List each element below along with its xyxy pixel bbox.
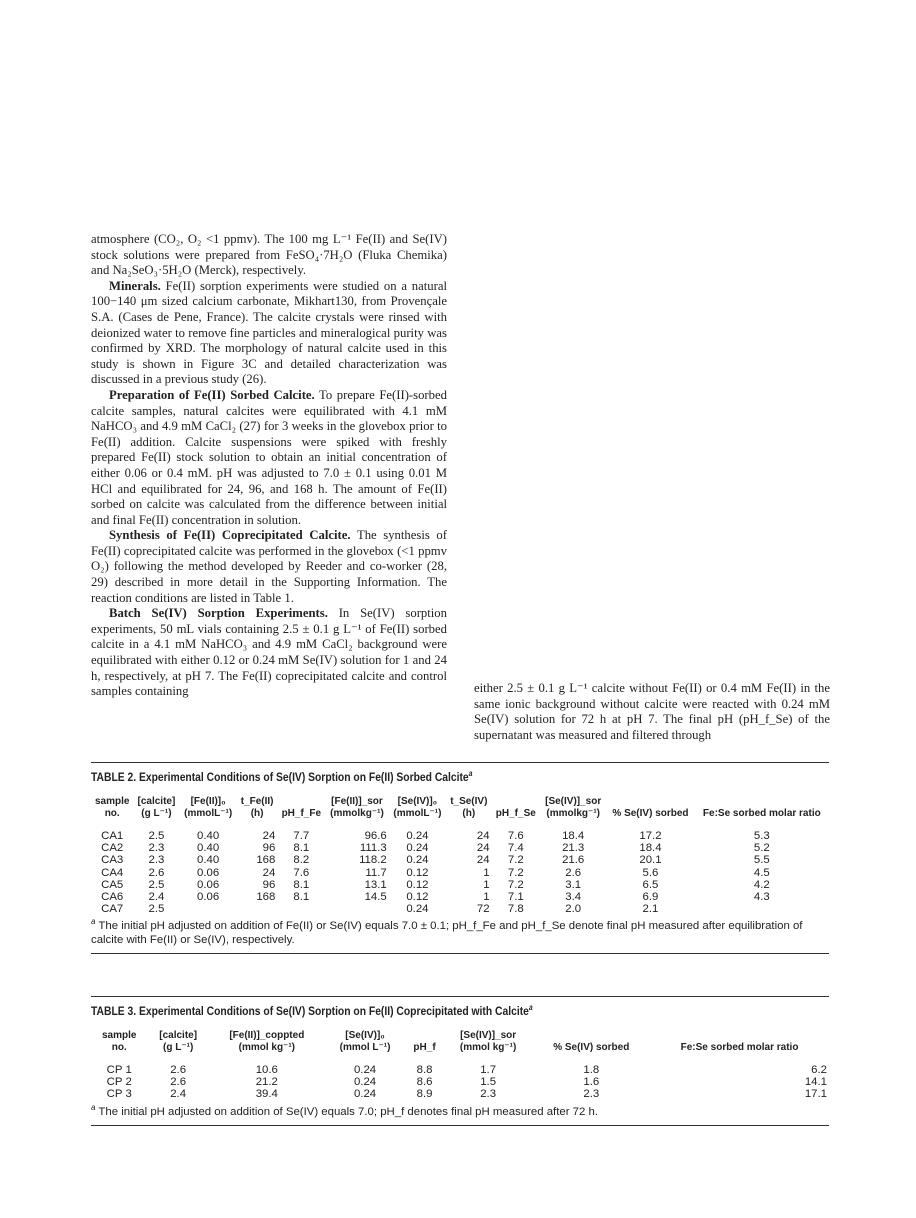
table-row xyxy=(91,854,829,866)
table-cell: 3.4 xyxy=(565,891,582,904)
t2-col-phfe xyxy=(277,796,325,808)
right-text-column xyxy=(474,681,830,743)
table-cell: 20.1 xyxy=(639,854,662,867)
table-cell: 2.3 xyxy=(480,1088,497,1101)
table-cell: 2.6 xyxy=(565,866,582,879)
table-cell: 2.5 xyxy=(148,830,165,842)
table-cell: 7.2 xyxy=(507,854,524,867)
table-cell: 118.2 xyxy=(359,854,387,867)
table-cell: 14.1 xyxy=(804,1076,827,1089)
table-cell: 168 xyxy=(256,854,276,867)
table-cell: 2.1 xyxy=(642,903,659,916)
table-cell: 0.24 xyxy=(406,854,429,867)
t2-col-fesor: [Fe(II)]_sor xyxy=(331,796,383,807)
paragraph-batch xyxy=(91,606,447,700)
table-row xyxy=(91,1088,829,1100)
table-cell: 7.8 xyxy=(507,903,524,916)
table-cell: 2.6 xyxy=(170,1076,187,1089)
table-cell: 6.2 xyxy=(811,1064,827,1076)
table-row xyxy=(91,879,829,891)
paragraph-synthesis xyxy=(91,528,447,606)
table-cell: 7.6 xyxy=(293,866,310,879)
table-cell: 18.4 xyxy=(562,830,585,842)
table-cell: 11.7 xyxy=(365,866,387,879)
table-cell xyxy=(277,903,325,915)
heading-preparation: Preparation of Fe(II) Sorbed Calcite. xyxy=(109,387,315,402)
table-cell: 5.2 xyxy=(753,842,770,855)
table-cell: CA7 xyxy=(101,903,124,916)
t2-col-phse xyxy=(492,796,541,808)
table-cell: 10.6 xyxy=(255,1064,278,1076)
table-cell: 5.5 xyxy=(753,854,770,867)
table-cell: 0.06 xyxy=(197,878,220,891)
table-2-title: TABLE 2. Experimental Conditions of Se(IV) Sorption on Fe(II) Sorbed Calcite$^a$ xyxy=(91,769,473,784)
table-cell: 2.5 xyxy=(148,878,165,891)
table-cell: 0.24 xyxy=(406,903,429,916)
table-cell: 5.6 xyxy=(642,866,659,879)
t2-col-pct xyxy=(606,796,694,808)
table-cell: 2.3 xyxy=(583,1088,600,1101)
table-cell: 8.1 xyxy=(293,878,310,891)
table-3 xyxy=(91,996,829,1126)
heading-synthesis: Synthesis of Fe(II) Coprecipitated Calcite. xyxy=(109,528,351,543)
t2-col-sample: sample xyxy=(94,796,130,807)
table-cell: 0.24 xyxy=(353,1088,377,1101)
table-cell: 1.8 xyxy=(583,1064,600,1076)
table-cell: 24 xyxy=(476,830,490,842)
table-3-header-row-2: no. (g L⁻¹) (mmol kg⁻¹) (mmol L⁻¹) pH_f (mmol kg⁻¹) % Se(IV) sorbed Fe:Se sorbed molar ratio xyxy=(111,1042,799,1053)
table-2-footnote: $^a$ The initial pH adjusted on addition of Fe(II) or Se(IV) equals 7.0 ± 0.1; pH_f_Fe and pH_f_Se denote final pH measured after equilibration of calcite with Fe(II) or Se(IV), respectively. xyxy=(91,917,803,947)
table-cell: CA5 xyxy=(101,878,124,891)
table-cell xyxy=(695,903,829,915)
t2-col-tse: t_Se(IV) xyxy=(450,796,488,807)
table-cell: 96 xyxy=(262,842,276,855)
paragraph-atmosphere: atmosphere (CO₂, O₂ <1 ppmv). The 100 mg L⁻¹ Fe(II) and Se(IV) stock solutions were prepared from FeSO₄·7H₂O (Fluka Chemika) and Na₂SeO₃·5H₂O (Merck), respectively. xyxy=(91,232,447,278)
table-cell xyxy=(325,903,389,915)
t2-col-fe0: [Fe(II)]₀ xyxy=(190,796,226,807)
table-cell: 39.4 xyxy=(255,1088,278,1101)
table-cell: 0.24 xyxy=(353,1064,377,1076)
table-row xyxy=(91,1076,829,1088)
table-cell: CA3 xyxy=(101,854,124,867)
table-cell: 2.6 xyxy=(170,1064,187,1076)
t2-col-tfe: t_Fe(II) xyxy=(240,796,274,807)
table-cell: 6.9 xyxy=(642,891,659,904)
table-cell: 5.3 xyxy=(753,830,770,842)
preparation-body: To prepare Fe(II)-sorbed calcite samples, natural calcites were equilibrated with 4.1 mM NaHCO₃ and 4.9 mM CaCl₂ (27) for 3 weeks in the glovebox prior to Fe(II) addition. Calcite suspensions were spiked with freshly prepared Fe(II) stock solution to obtain an initial concentration of either 0.06 or 0.4 mM. pH was adjusted to 7.0 ± 0.1 using 0.01 M HCl and equilibrated for 24, 96, and 168 h. The amount of Fe(II) sorbed on calcite was calculated from the difference between initial and final Fe(II) concentration in solution. xyxy=(91,387,447,527)
table-cell: 2.0 xyxy=(565,903,582,916)
table-cell: 96 xyxy=(262,878,276,891)
table-2-top-rule xyxy=(91,762,829,763)
left-text-column xyxy=(91,232,447,700)
table-cell: 72 xyxy=(476,903,490,916)
table-cell: 0.40 xyxy=(197,842,220,855)
table-cell: 1 xyxy=(483,866,490,879)
paragraph-preparation xyxy=(91,388,447,528)
table-cell: 7.6 xyxy=(507,830,524,842)
table-cell: 4.3 xyxy=(753,891,770,904)
table-3-top-rule xyxy=(91,996,829,997)
synthesis-body: The synthesis of Fe(II) coprecipitated calcite was performed in the glovebox (<1 ppmv O₂) following the method developed by Reeder and co-worker (28, 29) described in more detail in the Supporting Information. The reaction conditions are listed in Table 1. xyxy=(91,528,447,605)
table-cell: 24 xyxy=(476,842,490,855)
table-cell: 1.7 xyxy=(480,1064,497,1076)
table-cell: 13.1 xyxy=(364,878,387,891)
table-row xyxy=(91,867,829,879)
table-cell: 2.5 xyxy=(148,903,165,916)
table-cell: 8.8 xyxy=(416,1064,433,1076)
table-2-header-row-1 xyxy=(91,796,829,808)
table-cell: 4.5 xyxy=(753,866,770,879)
table-cell: 2.3 xyxy=(148,854,165,867)
table-cell: 7.7 xyxy=(293,830,310,842)
table-cell: 0.24 xyxy=(353,1076,377,1089)
table-2-body xyxy=(91,825,829,915)
paragraph-minerals xyxy=(91,279,447,388)
table-row xyxy=(91,842,829,854)
table-cell: CP 3 xyxy=(106,1088,132,1101)
table-cell: 24 xyxy=(476,854,490,867)
table-cell: 0.24 xyxy=(406,830,429,842)
table-cell: 8.1 xyxy=(293,842,310,855)
table-cell: 7.2 xyxy=(507,878,524,891)
table-row xyxy=(91,903,829,915)
table-3-title: TABLE 3. Experimental Conditions of Se(IV) Sorption on Fe(II) Coprecipitated with Calcite$^a$ xyxy=(91,1003,533,1018)
table-cell: 21.3 xyxy=(562,842,585,855)
table-cell: 4.2 xyxy=(753,878,770,891)
table-cell: CA2 xyxy=(101,842,124,855)
table-cell: 8.9 xyxy=(416,1088,433,1101)
table-cell: 1.5 xyxy=(480,1076,497,1089)
table-cell xyxy=(237,903,278,915)
heading-minerals: Minerals. xyxy=(109,278,161,293)
table-cell: 2.4 xyxy=(148,891,165,904)
table-cell: 21.6 xyxy=(562,854,585,867)
table-cell: CA4 xyxy=(101,866,124,879)
table-cell: 8.6 xyxy=(416,1076,433,1089)
table-cell: 2.6 xyxy=(148,866,165,879)
table-cell: 17.1 xyxy=(804,1088,827,1101)
table-cell: 18.4 xyxy=(639,842,662,855)
table-cell: 0.12 xyxy=(406,878,429,891)
table-2 xyxy=(91,762,829,954)
t2-col-ratio xyxy=(695,796,829,808)
table-cell: 0.40 xyxy=(197,854,220,867)
table-cell: 0.24 xyxy=(406,842,429,855)
table-cell: 2.3 xyxy=(148,842,165,855)
table-cell: 6.5 xyxy=(642,878,659,891)
table-3-footnote: $^a$ The initial pH adjusted on addition of Se(IV) equals 7.0; pH_f denotes final pH measured after 72 h. xyxy=(91,1102,599,1118)
table-cell: 111.3 xyxy=(359,842,387,855)
minerals-body: Fe(II) sorption experiments were studied on a natural 100−140 μm sized calcium carbonate, Mikhart130, from Provençale S.A. (Cases de Pene, France). The calcite crystals were rinsed with deionized water to remove fine particles and mineralogical purity was confirmed by XRD. The morphology of natural calcite used in this study is shown in Figure 3C and detailed characterization was discussed in a previous study (26). xyxy=(91,278,448,387)
t2-col-sesor: [Se(IV)]_sor xyxy=(545,796,602,807)
table-2-bottom-rule xyxy=(91,953,829,954)
heading-batch: Batch Se(IV) Sorption Experiments. xyxy=(109,606,328,621)
table-cell xyxy=(179,903,236,915)
table-row xyxy=(91,891,829,903)
table-2-header-row-2: no. (g L⁻¹) (mmolL⁻¹) (h) pH_f_Fe (mmolkg⁻¹) (mmolL⁻¹) (h) pH_f_Se (mmolkg⁻¹) % Se(IV) sorbed Fe:Se sorbed molar ratio xyxy=(104,808,821,819)
table-cell: 3.1 xyxy=(565,878,582,891)
table-cell: 1.6 xyxy=(583,1076,600,1089)
table-cell: 7.4 xyxy=(507,842,524,855)
table-cell: 17.2 xyxy=(639,830,662,842)
table-cell: 168 xyxy=(256,891,276,904)
table-row xyxy=(91,1059,829,1076)
table-cell: 7.1 xyxy=(507,891,524,904)
table-cell: 7.2 xyxy=(507,866,524,879)
table-cell: 8.1 xyxy=(293,891,310,904)
table-3-bottom-rule xyxy=(91,1125,829,1126)
batch-body: In Se(IV) sorption experiments, 50 mL vials containing 2.5 ± 0.1 g L⁻¹ of Fe(II) sorbed calcite in a 4.1 mM NaHCO₃ and 4.9 mM CaCl₂ background were equilibrated with either 0.12 or 0.24 mM Se(IV) solution for 1 and 24 h, respectively, at pH 7. The Fe(II) coprecipitated calcite and control samples containing xyxy=(91,606,447,699)
table-cell: 2.4 xyxy=(170,1088,187,1101)
table-cell: 1 xyxy=(483,891,490,904)
table-cell: 0.06 xyxy=(197,866,220,879)
table-cell: 0.12 xyxy=(406,866,429,879)
table-cell: 21.2 xyxy=(255,1076,278,1089)
table-cell: 1 xyxy=(483,878,490,891)
table-3-header-row-1: sample [calcite] [Fe(II)]_coppted [Se(IV)]₀ [Se(IV)]_sor xyxy=(102,1030,517,1041)
table-cell: CA6 xyxy=(101,891,124,904)
table-row xyxy=(91,825,829,842)
t2-col-se0: [Se(IV)]₀ xyxy=(397,796,438,807)
table-3-grid xyxy=(91,1030,829,1101)
table-cell: 8.2 xyxy=(293,854,310,867)
table-cell: 14.5 xyxy=(364,891,387,904)
table-cell: CP 2 xyxy=(106,1076,132,1089)
t2-col-calcite: [calcite] xyxy=(137,796,176,807)
table-cell: 0.06 xyxy=(197,891,220,904)
table-cell: 96.6 xyxy=(364,830,387,842)
table-2-grid xyxy=(91,796,829,915)
paragraph-continuation: either 2.5 ± 0.1 g L⁻¹ calcite without Fe(II) or 0.4 mM Fe(II) in the same ionic background without calcite were reacted with 0.24 mM Se(IV) solution for 72 h at pH 7. The final pH (pH_f_Se) of the supernatant was measured and filtered through xyxy=(474,681,830,742)
table-cell: CP 1 xyxy=(106,1064,132,1076)
table-3-body xyxy=(91,1059,829,1101)
table-cell: 24 xyxy=(262,866,276,879)
table-cell: 0.40 xyxy=(197,830,220,842)
table-cell: 24 xyxy=(262,830,276,842)
table-cell: CA1 xyxy=(101,830,124,842)
table-cell: 0.12 xyxy=(406,891,429,904)
